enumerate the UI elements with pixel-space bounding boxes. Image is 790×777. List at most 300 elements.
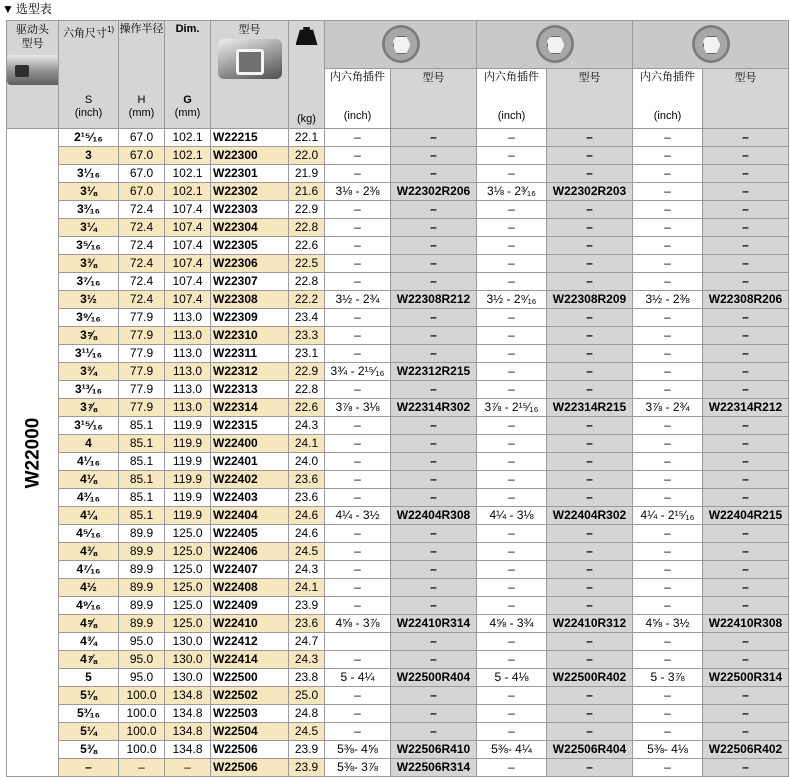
cell-s: 4¹⁄₁₆ (59, 453, 119, 471)
cell-m3: – (703, 201, 789, 219)
cell-i2: – (477, 651, 547, 669)
header-model-label: 型号 (238, 24, 261, 36)
cell-model: W22408 (211, 579, 289, 597)
cell-g: 134.8 (165, 723, 211, 741)
cell-m3: – (703, 309, 789, 327)
cell-i3: – (633, 489, 703, 507)
table-row (7, 633, 789, 651)
header-weight (289, 21, 325, 129)
cell-m2: – (547, 345, 633, 363)
table-row (7, 255, 789, 273)
cell-s: 4⅞ (59, 651, 119, 669)
cell-s: 3¹⁵⁄₁₆ (59, 417, 119, 435)
header-insert-unit: (inch) (497, 110, 526, 123)
cell-m2: W22410R312 (547, 615, 633, 633)
cell-i2: – (477, 633, 547, 651)
cell-i3: 4¼ - 2¹⁵⁄₁₆ (633, 507, 703, 525)
cell-m1: – (391, 309, 477, 327)
cell-i1: – (325, 165, 391, 183)
cell-i1: 5⅜- 3⅞ (325, 759, 391, 777)
cell-i2: – (477, 435, 547, 453)
cell-model: W22313 (211, 381, 289, 399)
cell-g: 134.8 (165, 687, 211, 705)
cell-m1: – (391, 543, 477, 561)
cell-i3: – (633, 525, 703, 543)
cell-g: 125.0 (165, 561, 211, 579)
cell-h: 72.4 (119, 219, 165, 237)
cell-h: – (119, 759, 165, 777)
table-row (7, 201, 789, 219)
cell-model: W22401 (211, 453, 289, 471)
table-row (7, 399, 789, 417)
cell-m1: – (391, 165, 477, 183)
cell-model: W22400 (211, 435, 289, 453)
cell-g: 102.1 (165, 165, 211, 183)
table-row (7, 291, 789, 309)
cell-g: 113.0 (165, 327, 211, 345)
section-title-text: 选型表 (15, 2, 52, 16)
cell-m2: – (547, 759, 633, 777)
cell-m2: – (547, 417, 633, 435)
cell-model: W22308 (211, 291, 289, 309)
cell-i2: – (477, 705, 547, 723)
cell-m2: – (547, 219, 633, 237)
cell-m1: – (391, 471, 477, 489)
cell-m2: W22308R209 (547, 291, 633, 309)
cell-g: 125.0 (165, 525, 211, 543)
cell-i1: – (325, 651, 391, 669)
cell-kg: 22.8 (289, 273, 325, 291)
cell-m3: – (703, 417, 789, 435)
cell-h: 85.1 (119, 417, 165, 435)
cell-m2: – (547, 525, 633, 543)
cell-i1: – (325, 327, 391, 345)
header-dim-label: Dim. (175, 23, 200, 35)
cell-i3: – (633, 435, 703, 453)
cell-g: 113.0 (165, 309, 211, 327)
cell-m3: – (703, 183, 789, 201)
triangle-down-icon: ▼ (2, 2, 14, 16)
cell-model: W22504 (211, 723, 289, 741)
section-title (0, 0, 52, 18)
cell-g: 119.9 (165, 507, 211, 525)
table-row (7, 417, 789, 435)
cell-kg: 24.3 (289, 651, 325, 669)
cell-m3: – (703, 129, 789, 147)
cell-i2: – (477, 309, 547, 327)
cell-i1: – (325, 723, 391, 741)
cell-m1: – (391, 687, 477, 705)
cell-i2: – (477, 165, 547, 183)
cell-m1: W22302R206 (391, 183, 477, 201)
cell-kg: 23.6 (289, 489, 325, 507)
cell-i2: – (477, 147, 547, 165)
cell-m1: – (391, 417, 477, 435)
wrench-photo-icon (218, 39, 282, 79)
cell-m3: – (703, 561, 789, 579)
cell-i3: 3⅞ - 2¾ (633, 399, 703, 417)
cell-s: 3⅞ (59, 399, 119, 417)
cell-g: 130.0 (165, 633, 211, 651)
cell-g: 119.9 (165, 417, 211, 435)
cell-m2: – (547, 561, 633, 579)
cell-kg: 24.1 (289, 579, 325, 597)
cell-kg: 22.0 (289, 147, 325, 165)
cell-m2: – (547, 723, 633, 741)
cell-model: W22303 (211, 201, 289, 219)
cell-s: 3⁵⁄₁₆ (59, 237, 119, 255)
cell-i3: 4⅝ - 3½ (633, 615, 703, 633)
cell-s: 3⁹⁄₁₆ (59, 309, 119, 327)
hex-insert-icon (536, 25, 574, 63)
cell-i1: – (325, 453, 391, 471)
cell-m1: W22506R410 (391, 741, 477, 759)
cell-i2: 3⅛ - 2³⁄₁₆ (477, 183, 547, 201)
weight-icon (296, 27, 318, 45)
cell-i3: – (633, 723, 703, 741)
cell-h: 95.0 (119, 651, 165, 669)
cell-g: 119.9 (165, 489, 211, 507)
cell-m2: – (547, 435, 633, 453)
cell-g: – (165, 759, 211, 777)
cell-s: 3⅝ (59, 327, 119, 345)
cell-kg: 22.9 (289, 363, 325, 381)
cell-model: W22500 (211, 669, 289, 687)
cell-m2: – (547, 129, 633, 147)
header-dim (165, 21, 211, 129)
table-row (7, 651, 789, 669)
cell-kg: 22.8 (289, 381, 325, 399)
cell-i3: 3½ - 2⅜ (633, 291, 703, 309)
table-row (7, 561, 789, 579)
cell-i2: – (477, 237, 547, 255)
cell-m1: – (391, 237, 477, 255)
cell-g: 119.9 (165, 435, 211, 453)
cell-m1: – (391, 633, 477, 651)
cell-model: W22404 (211, 507, 289, 525)
cell-kg: 23.6 (289, 615, 325, 633)
cell-model: W22314 (211, 399, 289, 417)
cell-i3: 5 - 3⅞ (633, 669, 703, 687)
cell-m1: W22506R314 (391, 759, 477, 777)
header-radius-sym: H (137, 94, 146, 106)
cell-h: 77.9 (119, 399, 165, 417)
cell-i2: – (477, 255, 547, 273)
cell-m1: – (391, 219, 477, 237)
table-row (7, 363, 789, 381)
cell-m3: – (703, 363, 789, 381)
cell-h: 72.4 (119, 273, 165, 291)
cell-i3: – (633, 543, 703, 561)
cell-s: 4¾ (59, 633, 119, 651)
cell-kg: 21.6 (289, 183, 325, 201)
cell-h: 72.4 (119, 237, 165, 255)
cell-s: 3⅜ (59, 255, 119, 273)
table-row (7, 723, 789, 741)
cell-m1: – (391, 327, 477, 345)
cell-i2: – (477, 525, 547, 543)
cell-g: 130.0 (165, 669, 211, 687)
cell-m1: – (391, 705, 477, 723)
cell-m3: – (703, 723, 789, 741)
cell-i2: – (477, 327, 547, 345)
cell-g: 119.9 (165, 471, 211, 489)
cell-i1: – (325, 471, 391, 489)
cell-kg: 22.8 (289, 219, 325, 237)
cell-i2: – (477, 453, 547, 471)
cell-kg: 21.9 (289, 165, 325, 183)
cell-model: W22300 (211, 147, 289, 165)
cell-m1: – (391, 651, 477, 669)
cell-i1: – (325, 309, 391, 327)
cell-m2: – (547, 489, 633, 507)
cell-s: – (59, 759, 119, 777)
cell-i1: – (325, 561, 391, 579)
cell-g: 125.0 (165, 543, 211, 561)
cell-s: 3⁷⁄₁₆ (59, 273, 119, 291)
cell-m1: – (391, 579, 477, 597)
cell-h: 72.4 (119, 291, 165, 309)
table-row (7, 507, 789, 525)
cell-m3: – (703, 651, 789, 669)
cell-m3: W22410R308 (703, 615, 789, 633)
cell-i3: – (633, 471, 703, 489)
cell-kg: 22.6 (289, 399, 325, 417)
table-row (7, 615, 789, 633)
cell-s: 2¹⁵⁄₁₆ (59, 129, 119, 147)
cell-m1: W22500R404 (391, 669, 477, 687)
cell-model: W22402 (211, 471, 289, 489)
cell-i2: – (477, 219, 547, 237)
cell-s: 4³⁄₁₆ (59, 489, 119, 507)
cell-m2: – (547, 273, 633, 291)
cell-h: 85.1 (119, 507, 165, 525)
cell-i3: – (633, 255, 703, 273)
cell-i3: – (633, 147, 703, 165)
cell-m3: – (703, 435, 789, 453)
cell-model: W22302 (211, 183, 289, 201)
cell-s: 5⅜ (59, 741, 119, 759)
cell-i3: – (633, 345, 703, 363)
cell-model: W22304 (211, 219, 289, 237)
cell-i3: – (633, 309, 703, 327)
cell-m1: – (391, 435, 477, 453)
cell-i3: – (633, 759, 703, 777)
cell-m1: W22404R308 (391, 507, 477, 525)
cell-m3: – (703, 255, 789, 273)
cell-g: 107.4 (165, 201, 211, 219)
cell-m2: – (547, 309, 633, 327)
cell-i2: – (477, 417, 547, 435)
cell-m2: – (547, 237, 633, 255)
cell-i1: – (325, 237, 391, 255)
header-hex-unit: (inch) (74, 107, 103, 119)
cell-m3: W22314R212 (703, 399, 789, 417)
cell-m3: W22308R206 (703, 291, 789, 309)
header-insert-2-model (547, 69, 633, 129)
cell-m3: – (703, 471, 789, 489)
cell-model: W22315 (211, 417, 289, 435)
cell-m3: – (703, 597, 789, 615)
cell-i2: – (477, 687, 547, 705)
table-row (7, 381, 789, 399)
cell-h: 67.0 (119, 129, 165, 147)
cell-s: 5 (59, 669, 119, 687)
cell-s: 3 (59, 147, 119, 165)
cell-g: 113.0 (165, 363, 211, 381)
cell-m2: – (547, 327, 633, 345)
cell-kg: 22.2 (289, 291, 325, 309)
cell-h: 67.0 (119, 147, 165, 165)
cell-m3: – (703, 165, 789, 183)
cell-h: 100.0 (119, 687, 165, 705)
table-row (7, 669, 789, 687)
cell-s: 3¹⁄₁₆ (59, 165, 119, 183)
cell-g: 107.4 (165, 219, 211, 237)
cell-model: W22409 (211, 597, 289, 615)
cell-m2: W22302R203 (547, 183, 633, 201)
cell-m1: – (391, 201, 477, 219)
table-row (7, 759, 789, 777)
table-row (7, 345, 789, 363)
cell-i1 (325, 633, 391, 651)
cell-h: 100.0 (119, 723, 165, 741)
table-row (7, 453, 789, 471)
cell-i1: – (325, 597, 391, 615)
header-insert-3-image (633, 21, 789, 69)
table-row (7, 183, 789, 201)
cell-i2: – (477, 345, 547, 363)
cell-i1: – (325, 687, 391, 705)
cell-g: 107.4 (165, 255, 211, 273)
cell-i3: – (633, 273, 703, 291)
cell-m1: – (391, 525, 477, 543)
cell-i1: 3½ - 2¾ (325, 291, 391, 309)
cell-kg: 23.9 (289, 741, 325, 759)
cell-s: 4¼ (59, 507, 119, 525)
cell-s: 5³⁄₁₆ (59, 705, 119, 723)
cell-m2: W22500R402 (547, 669, 633, 687)
cell-m1: – (391, 381, 477, 399)
cell-h: 72.4 (119, 255, 165, 273)
cell-i3: – (633, 579, 703, 597)
cell-kg: 22.1 (289, 129, 325, 147)
cell-g: 130.0 (165, 651, 211, 669)
cell-m1: – (391, 129, 477, 147)
cell-model: W22312 (211, 363, 289, 381)
cell-h: 67.0 (119, 165, 165, 183)
cell-m2: – (547, 543, 633, 561)
header-model (211, 21, 289, 129)
cell-i1: – (325, 543, 391, 561)
cell-model: W22311 (211, 345, 289, 363)
table-row (7, 309, 789, 327)
cell-h: 72.4 (119, 201, 165, 219)
cell-i2: – (477, 363, 547, 381)
cell-h: 89.9 (119, 597, 165, 615)
cell-kg: 24.0 (289, 453, 325, 471)
table-row (7, 273, 789, 291)
cell-model: W22407 (211, 561, 289, 579)
cell-kg: 23.6 (289, 471, 325, 489)
cell-m2: – (547, 579, 633, 597)
table-row (7, 327, 789, 345)
cell-i3: 5⅜- 4⅛ (633, 741, 703, 759)
cell-i1: – (325, 525, 391, 543)
cell-g: 107.4 (165, 291, 211, 309)
cell-i1: – (325, 417, 391, 435)
cell-m1: – (391, 723, 477, 741)
table-row (7, 471, 789, 489)
cell-kg: 23.1 (289, 345, 325, 363)
cell-kg: 23.9 (289, 597, 325, 615)
cell-model: W22506 (211, 759, 289, 777)
cell-s: 3³⁄₁₆ (59, 201, 119, 219)
header-radius (119, 21, 165, 129)
cell-i1: 4⅝ - 3⅞ (325, 615, 391, 633)
cell-i3: – (633, 363, 703, 381)
cell-m3: – (703, 705, 789, 723)
table-body (7, 129, 789, 777)
cell-i1: – (325, 579, 391, 597)
selection-table-wrapper (6, 20, 788, 774)
cell-i1: – (325, 489, 391, 507)
cell-s: 3¼ (59, 219, 119, 237)
cell-m3: – (703, 579, 789, 597)
cell-i1: – (325, 705, 391, 723)
header-insert-3-model (703, 69, 789, 129)
header-insert-model-label: 型号 (422, 72, 445, 85)
cell-h: 89.9 (119, 543, 165, 561)
cell-m3: W22506R402 (703, 741, 789, 759)
header-weight-unit: (kg) (297, 113, 316, 125)
cell-kg: 24.3 (289, 561, 325, 579)
cell-m1: – (391, 597, 477, 615)
cell-m1: – (391, 255, 477, 273)
table-row (7, 525, 789, 543)
table-row (7, 543, 789, 561)
cell-m3: – (703, 633, 789, 651)
cell-i2: – (477, 723, 547, 741)
cell-kg: 24.5 (289, 723, 325, 741)
cell-model: W22307 (211, 273, 289, 291)
cell-m1: – (391, 561, 477, 579)
header-insert-label: 内六角插件 (330, 71, 385, 84)
cell-s: 4⁷⁄₁₆ (59, 561, 119, 579)
cell-model: W22414 (211, 651, 289, 669)
cell-g: 125.0 (165, 579, 211, 597)
cell-i2: 5⅜- 4¼ (477, 741, 547, 759)
cell-i2: – (477, 561, 547, 579)
hex-insert-icon (692, 25, 730, 63)
table-row (7, 597, 789, 615)
table-row (7, 237, 789, 255)
cell-h: 77.9 (119, 345, 165, 363)
cell-g: 107.4 (165, 273, 211, 291)
cell-i2: – (477, 597, 547, 615)
cell-i1: 3⅛ - 2⅜ (325, 183, 391, 201)
cell-m2: – (547, 705, 633, 723)
cell-s: 4⁵⁄₁₆ (59, 525, 119, 543)
cell-i2: – (477, 201, 547, 219)
cell-i1: 5 - 4¼ (325, 669, 391, 687)
cell-i2: 3½ - 2⁹⁄₁₆ (477, 291, 547, 309)
table-row (7, 579, 789, 597)
cell-i3: – (633, 381, 703, 399)
table-row (7, 219, 789, 237)
cell-g: 125.0 (165, 615, 211, 633)
cell-m3: – (703, 759, 789, 777)
